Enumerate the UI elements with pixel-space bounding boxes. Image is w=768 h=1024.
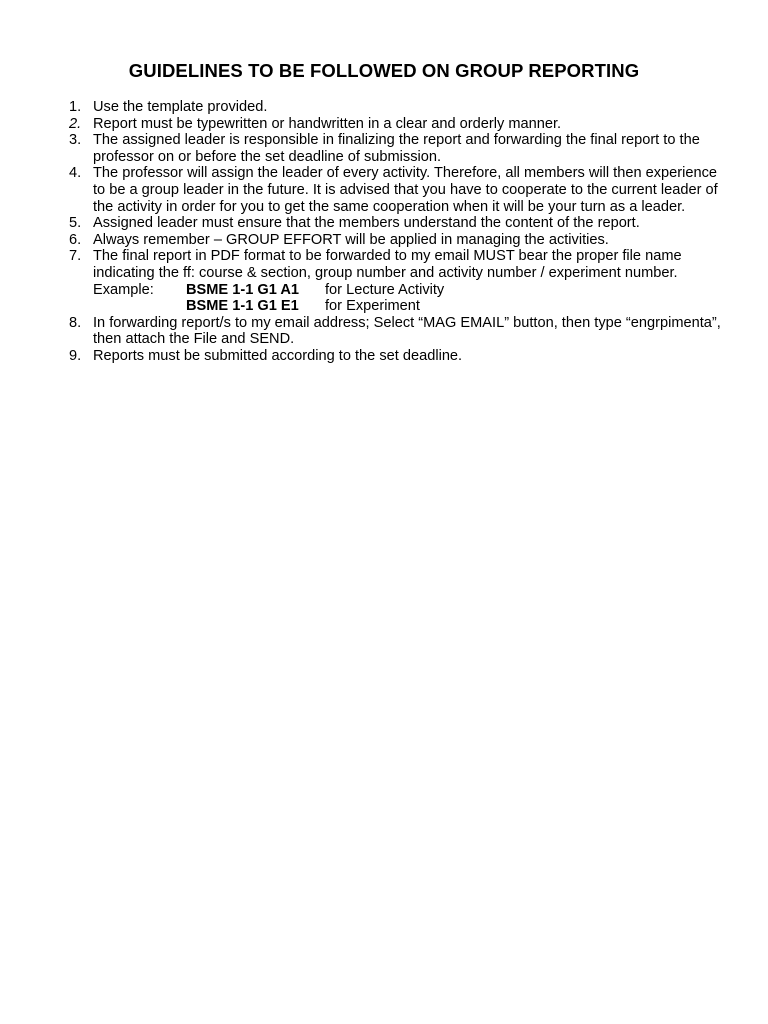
example-desc-experiment: for Experiment xyxy=(325,298,420,315)
item-text: Reports must be submitted according to the set deadline. xyxy=(93,347,463,364)
filename-example xyxy=(93,282,728,315)
item-text: Report must be typewritten or handwritten in a clear and orderly manner. xyxy=(93,115,562,132)
list-item xyxy=(68,99,728,116)
item-number: 1. xyxy=(69,99,82,115)
example-code-experiment: BSME 1-1 G1 E1 xyxy=(186,298,299,315)
item-text: The assigned leader is responsible in finalizing the report and forwarding the final report to the professor on or before the set deadline of submission. xyxy=(93,132,700,165)
item-text: In forwarding report/s to my email address; Select “MAG EMAIL” button, then type “engrpimenta”, then attach the File and SEND. xyxy=(93,314,721,348)
list-item xyxy=(68,248,728,314)
item-number: 7. xyxy=(69,248,82,265)
example-code-activity: BSME 1-1 G1 A1 xyxy=(186,281,300,298)
list-item xyxy=(68,132,728,165)
item-text: The professor will assign the leader of every activity. Therefore, all members will then experience to be a group leader in the future. It is advised that you have to cooperate to the current leader of the activity in order for you to get the same cooperation when it will be your turn as a leader. xyxy=(93,165,718,215)
example-label: Example: xyxy=(93,281,154,298)
list-item xyxy=(68,116,728,133)
item-number: 8. xyxy=(69,314,82,331)
list-item xyxy=(68,215,728,232)
item-text: The final report in PDF format to be forwarded to my email MUST bear the proper file name indicating the ff: course & section, group number and activity number / experiment number. xyxy=(93,248,682,281)
item-text: Always remember – GROUP EFFORT will be applied in managing the activities. xyxy=(93,231,609,248)
item-number: 4. xyxy=(69,165,82,182)
item-number: 6. xyxy=(69,231,82,248)
item-number: 5. xyxy=(69,215,82,232)
item-number: 9. xyxy=(69,347,82,364)
example-desc-activity: for Lecture Activity xyxy=(325,281,445,298)
guidelines-list xyxy=(68,99,728,365)
item-text: Use the template provided. xyxy=(93,99,268,115)
page-title: GUIDELINES TO BE FOLLOWED ON GROUP REPORTING xyxy=(128,60,640,81)
list-item xyxy=(68,165,728,215)
example-label-spacer xyxy=(93,298,186,315)
item-number: 2. xyxy=(69,115,82,132)
item-text: Assigned leader must ensure that the members understand the content of the report. xyxy=(93,215,640,232)
item-number: 3. xyxy=(69,132,82,149)
list-item xyxy=(68,348,728,365)
list-item xyxy=(68,232,728,249)
list-item xyxy=(68,315,728,348)
